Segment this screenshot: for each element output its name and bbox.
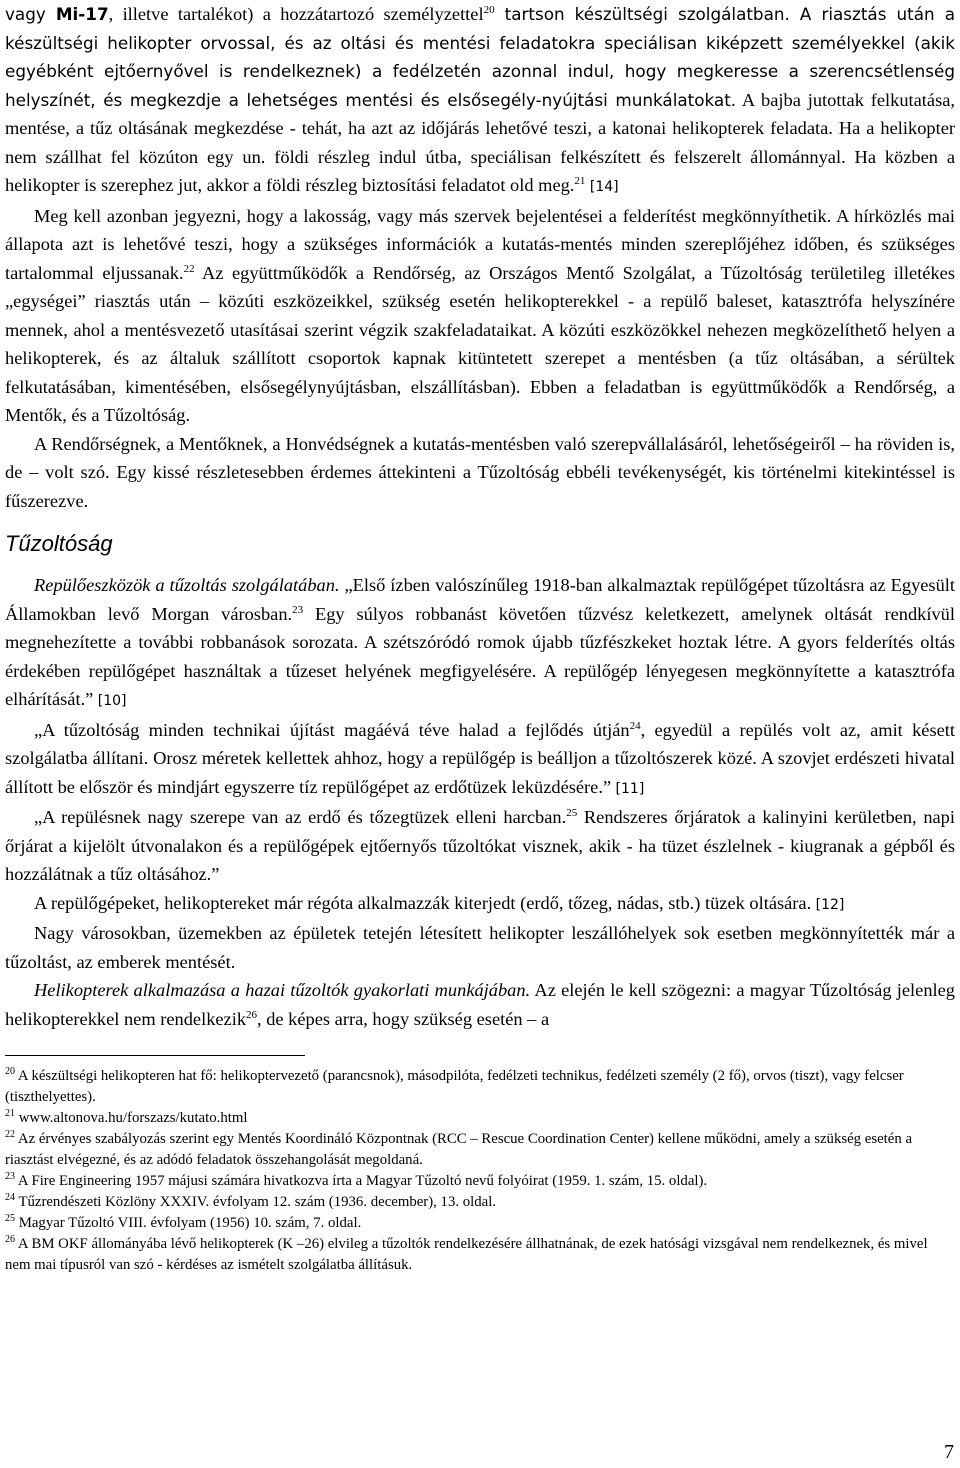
footnote-text: A készültségi helikopteren hat fő: helikoptervezető (parancsnok), másodpilóta, fedélzeti technikus, fedélzeti személy (2 fő), orvos (tiszt), vagy felcser (tiszthelyettes). <box>5 1068 904 1105</box>
paragraph-4 <box>5 571 955 716</box>
footnote-text: Magyar Tűzoltó VIII. évfolyam (1956) 10. szám, 7. oldal. <box>18 1215 362 1231</box>
footnote-ref-22[interactable]: 22 <box>183 262 195 275</box>
paragraph-5 <box>5 716 955 804</box>
paragraph-6 <box>5 803 955 889</box>
text-run: A bajba jutottak felkutatása, mentése, a tűz oltásának megkezdése - tehát, ha azt az időjárás lehetővé teszi, a katonai helikopterek feladata. Ha a helikopter nem szállhat fel közúton egy un. földi részleg indul útba, speciálisan felkészített és felszerelt állománnyal. Ha közben a helikopter is szerephez jut, akkor a földi részleg biztosítási feladatot old meg. <box>5 89 955 195</box>
text-run: A repülőgépeket, helikoptereket már régóta alkalmazzák kiterjedt (erdő, tőzeg, nádas, stb.) tüzek oltására. <box>34 892 812 913</box>
text-run: , illetve tartalékot) a hozzátartozó személyzettel <box>108 4 484 24</box>
text-run: , de képes arra, hogy szükség esetén – a <box>257 1008 550 1029</box>
footnote-ref-20[interactable]: 20 <box>483 4 495 16</box>
italic-lead: Repülőeszközök a tűzoltás szolgálatában. <box>34 575 340 595</box>
text-run: „Első ízben valószínűleg 1918-ban alkalmaztak repülőgépet tűzoltásra az Egyesült Államokban levő Morgan városban. <box>5 575 955 624</box>
footnote-link[interactable]: www.altonova.hu/forszazs/kutato.html <box>18 1110 248 1126</box>
text-run: Meg kell azonban jegyezni, hogy a lakosság, vagy más szervek bejelentései a felderítést megkönnyíthetik. A hírközlés mai állapota azt is lehetővé teszi, hogy a szükséges információk a kutatás-mentés minden szereplőjéhez időben, és szükséges tartalommal eljussanak. <box>5 205 955 283</box>
footnote-text: Az érvényes szabályozás szerint egy Mentés Koordináló Központnak (RCC – Rescue Coordination Center) kellene működni, amely a szükség esetén a riasztást elvégezné, és az adódó feladatok összehangolását megoldaná. <box>5 1131 913 1168</box>
text-run: „A repülésnek nagy szerepe van az erdő és tőzegtüzek elleni harcban. <box>34 807 567 827</box>
footnote-ref-24[interactable]: 24 <box>629 719 641 732</box>
footnote-separator <box>5 1055 305 1056</box>
footnotes <box>5 1066 955 1276</box>
footnote-number: 20 <box>5 1066 15 1077</box>
footnote-text: A BM OKF állományába lévő helikopterek (K –26) elvileg a tűzoltók rendelkezésére állhatnának, de ezek hatósági vizsgával nem rendelkeznek, és mivel nem mai típusról van szó - kérdéses az ismételt szolgálatba állításuk. <box>5 1236 928 1273</box>
footnote-number: 24 <box>5 1192 15 1203</box>
paragraph-7 <box>5 889 955 920</box>
footnote-20 <box>5 1066 955 1108</box>
footnote-23 <box>5 1171 955 1192</box>
page-number: 7 <box>944 1441 954 1463</box>
footnote-number: 25 <box>5 1213 15 1224</box>
citation-ref: [11] <box>611 780 645 797</box>
text-run: vagy <box>5 4 56 24</box>
footnote-26 <box>5 1234 955 1276</box>
footnote-21 <box>5 1108 955 1129</box>
footnote-25 <box>5 1213 955 1234</box>
footnote-text: Tűzrendészeti Közlöny XXXIV. évfolyam 12. szám (1936. december), 13. oldal. <box>18 1194 497 1210</box>
paragraph-2 <box>5 202 955 430</box>
text-run: Az elején le kell szögezni: a magyar Tűzoltóság jelenleg helikopterekkel nem rendelkezik <box>5 980 955 1029</box>
text-run-bold: Mi-17 <box>55 4 109 24</box>
footnote-number: 23 <box>5 1171 15 1182</box>
text-run: Egy súlyos robbanást követően tűzvész keletkezett, amelynek oltását rendkívül megnehezítette a további robbanások sorozata. A szétszóródó romok újabb tűzfészkeket hoztak létre. A gyors felderítés oltás érdekében repülőgépet használtak a tűzeset helyének megfigyelésére. A repülőgép lényegesen megkönnyítette a katasztrófa elhárítását.” <box>5 603 955 709</box>
citation-ref: [12] <box>811 896 845 913</box>
paragraph-9 <box>5 976 955 1033</box>
document-page <box>5 0 955 1276</box>
citation-ref: [10] <box>93 693 127 709</box>
footnote-ref-21[interactable]: 21 <box>574 175 586 187</box>
footnote-number: 26 <box>5 1234 15 1245</box>
text-run: Az együttműködők a Rendőrség, az Országos Mentő Szolgálat, a Tűzoltóság területileg illetékes „egységei” riasztás után – közúti eszközeikkel, szükség esetén helikopterekkel - a repülő baleset, katasztrófa helyszínére mennek, ahol a mentésvezető utasításai szerint végzik szakfeladataikat. A közúti eszközökkel nehezen megközelíthető helyen a helikopterek, és az általuk szállított csoportok kapnak kitüntetett szerepet a mentésben (a tűz oltásában, a sérültek felkutatásában, kimentésében, elsősegélynyújtásban, elszállításban). Ebben a feladatban is együttműködők a Rendőrség, a Mentők, és a Tűzoltóság. <box>5 262 955 425</box>
paragraph-1 <box>5 0 955 202</box>
footnote-text: A Fire Engineering 1957 májusi számára hivatkozva írta a Magyar Tűzoltó nevű folyóirat (1959. 1. szám, 15. oldal). <box>17 1173 708 1189</box>
citation-ref: [14] <box>585 179 619 195</box>
footnote-22 <box>5 1129 955 1171</box>
footnote-ref-23[interactable]: 23 <box>292 603 304 616</box>
text-run: , egyedül a repülés volt az, amit késett szolgálatba állítani. Orosz méretek kellettek ahhoz, hogy a repülőgép is beálljon a tűzoltószerek közé. A szovjet erdészeti hivatal állított be először és mindjárt egyszerre tíz repülőgépet az erdőtüzek leküzdésére.” <box>5 719 955 797</box>
text-run: „A tűzoltóság minden technikai újítást magáévá téve halad a fejlődés útján <box>34 719 630 740</box>
footnote-number: 22 <box>5 1129 15 1140</box>
text-run: tartson készültségi szolgálatban. A riasztás után a készültségi helikopter orvossal, és az oltási és mentési feladatokra speciálisan kiképzett személyekkel (akik egyébként ejtőernyővel is rendelkeznek) a fedélzetén azonnal indul, hogy megkeresse a szerencsétlenség helyszínét, és megkezdje a lehetséges mentési és elsősegély-nyújtási munkálatokat. <box>5 4 955 110</box>
section-heading: Tűzoltóság <box>5 531 113 556</box>
footnote-24 <box>5 1192 955 1213</box>
footnote-number: 21 <box>5 1108 15 1119</box>
italic-lead: Helikopterek alkalmazása a hazai tűzoltók gyakorlati munkájában. <box>34 980 531 1000</box>
paragraph-8: Nagy városokban, üzemekben az épületek tetején létesített helikopter leszállóhelyek sok esetben megkönnyítették már a tűzoltást, az emberek mentését. <box>5 923 955 972</box>
footnote-ref-26[interactable]: 26 <box>246 1008 258 1021</box>
footnote-ref-25[interactable]: 25 <box>566 807 578 819</box>
text-run: Rendszeres őrjáratok a kalinyini kerületben, napi őrjárat a kijelölt útvonalakon és a repülőgépek ejtőernyős tűzoltókat visznek, akik - ha tüzet észlelnek - kiugranak a gépből és hozzálátnak a tűz oltásához.” <box>5 807 955 884</box>
paragraph-3: A Rendőrségnek, a Mentőknek, a Honvédségnek a kutatás-mentésben való szerepvállalásáról, lehetőségeiről – ha röviden is, de – volt szó. Egy kissé részletesebben érdemes áttekinteni a Tűzoltóság ebbéli tevékenységét, kis történelmi kitekintéssel is fűszerezve. <box>5 433 955 511</box>
